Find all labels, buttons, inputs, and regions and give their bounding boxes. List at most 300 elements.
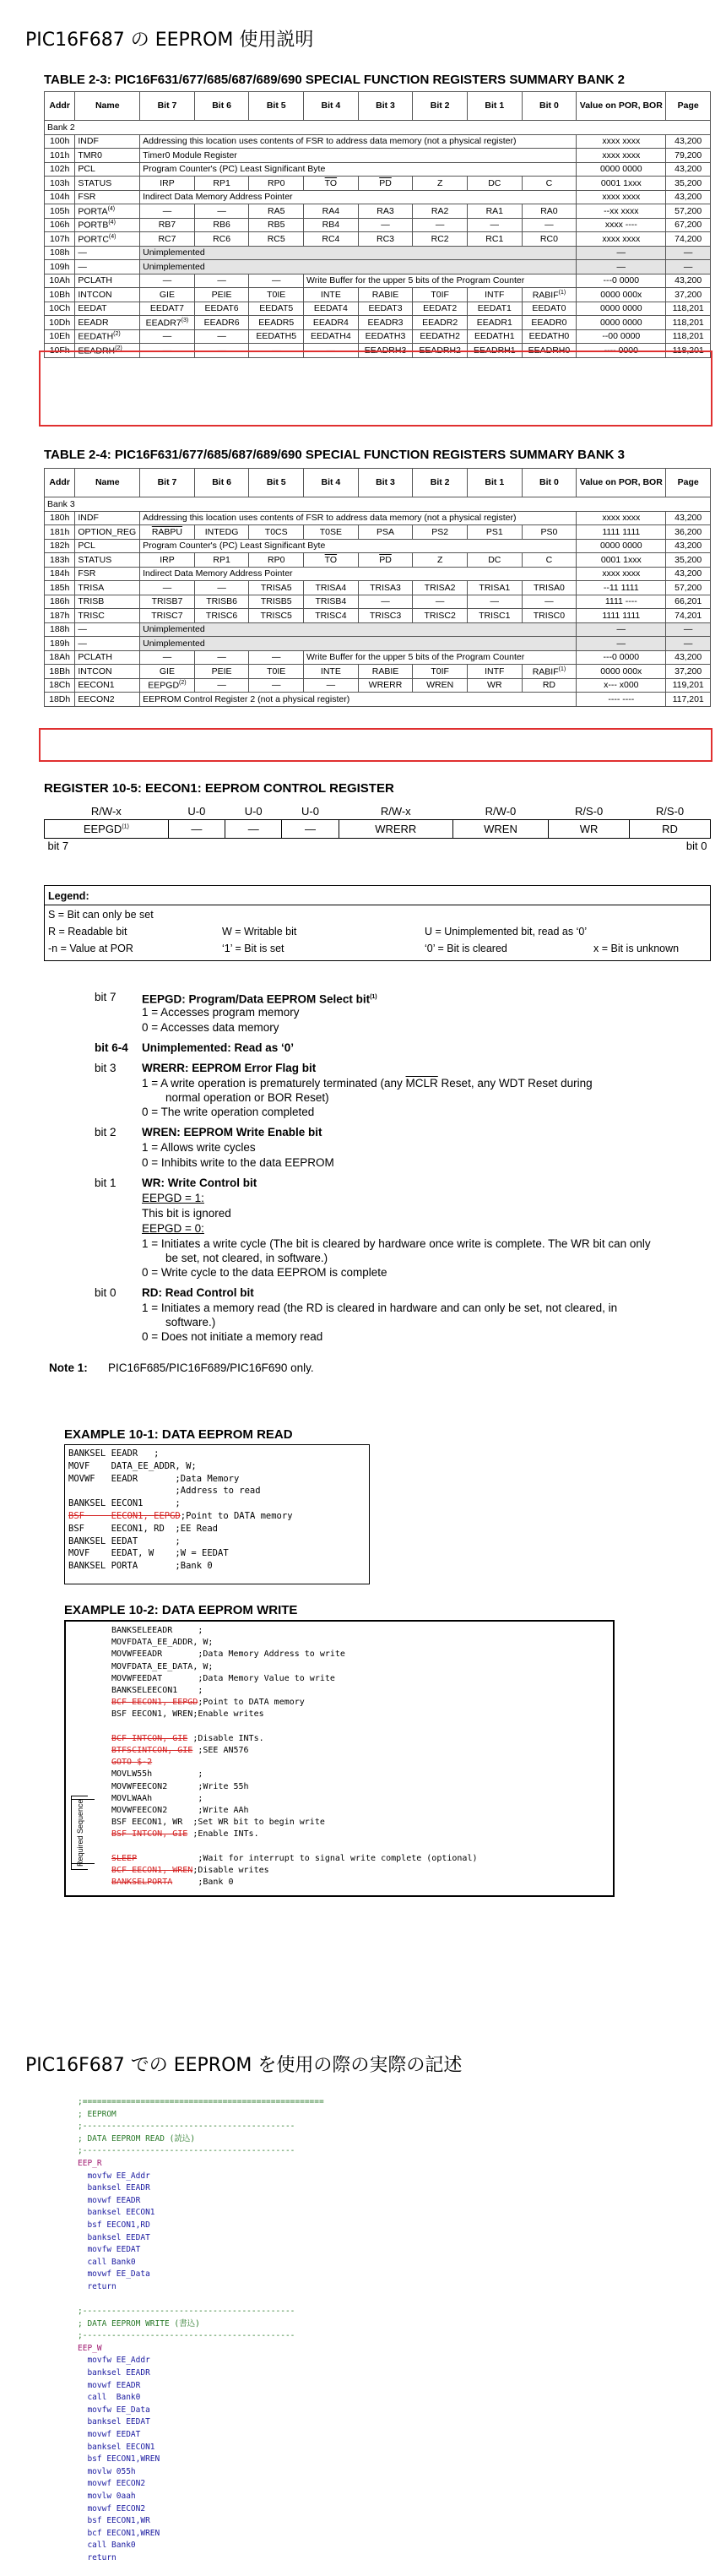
table-cell: — [304, 344, 359, 358]
table-cell: PS1 [467, 525, 522, 540]
table-cell: DC [467, 177, 522, 191]
table-cell: 100h [45, 134, 75, 149]
table-cell: Bit 5 [249, 92, 304, 121]
bit-name: WRERR [339, 819, 452, 838]
table-cell: — [75, 622, 140, 637]
assembly-listing: ;================================================== ; EEPROM ;-------------------------------------------- ; DATA EEPROM READ (読込) ;-------------------------------------------- EEP_R movfw EE_Addr banksel EEADR movwf EEADR banksel EECON1 bsf EECON1,RD banksel EEDAT movfw EEDAT call Bank0 movwf EE_Data return ;-------------------------------------------- ; DATA EEPROM WRITE (書込) ;-------------------------------------------- EEP_W movfw EE_Addr banksel EEADR movwf EEADR call Bank0 movfw EE_Data banksel EEDAT movwf EEDAT banksel EECON1 bsf EECON1,WREN movlw 055h movwf EECON2 movlw 0aah movwf EECON2 bsf EECON1,WR bcf EECON1,WREN call Bank0 return [78, 2097, 324, 2562]
table-cell: TRISC3 [358, 609, 413, 623]
table-cell: Bit 7 [140, 92, 195, 121]
table-cell: $\overline{PD}$ [358, 553, 413, 568]
table-cell: 1111 1111 [577, 609, 666, 623]
table-row [45, 149, 711, 163]
table-cell: RC4 [304, 232, 359, 247]
table24-caption: TABLE 2-4: PIC16F631/677/685/687/689/690 SPECIAL FUNCTION REGISTERS SUMMARY BANK 3 [44, 448, 626, 462]
table-cell: EEADRH0 [522, 344, 577, 358]
table-cell: PS0 [522, 525, 577, 540]
table-cell: 36,200 [666, 525, 711, 540]
table-cell: RABIF$^{(1)}$ [522, 288, 577, 302]
table-cell: TRISC [75, 609, 140, 623]
table-cell: EEDATH4 [304, 329, 359, 344]
table-cell: EECON2 [75, 693, 140, 707]
bit-label: bit 1 [95, 1177, 116, 1189]
table-cell: — [467, 218, 522, 232]
bit-desc: EEPGD = 0: [142, 1222, 204, 1235]
table-cell: 18Bh [45, 665, 75, 679]
table-cell: EEDAT5 [249, 302, 304, 316]
table-cell: RB4 [304, 218, 359, 232]
table-cell: PORTC$^{(4)}$ [75, 232, 140, 247]
table-cell: Value on POR, BOR [577, 92, 666, 121]
table-cell: Unimplemented [140, 637, 577, 651]
table-cell: Page [666, 469, 711, 497]
table-cell: — [666, 622, 711, 637]
table-cell: EEDATH$^{(2)}$ [75, 329, 140, 344]
table-cell: 103h [45, 177, 75, 191]
bit-access: R/S-0 [574, 805, 604, 818]
table-row [45, 678, 711, 693]
table-cell: RC2 [413, 232, 468, 247]
legend-box [44, 885, 711, 961]
table-cell: TRISA [75, 581, 140, 595]
table-cell: 185h [45, 581, 75, 595]
bit-descriptions [95, 990, 719, 1412]
table-cell: 182h [45, 539, 75, 553]
required-sequence-label: Required Sequence [76, 1799, 84, 1867]
bit-access: R/W-x [380, 805, 411, 818]
table-cell: EEADRH1 [467, 344, 522, 358]
bit-name: WR [549, 819, 630, 838]
bit-desc: software.) [165, 1316, 216, 1329]
table-cell: WR [467, 678, 522, 693]
table-cell: PCLATH [75, 274, 140, 288]
table-cell: TRISC1 [467, 609, 522, 623]
table-cell: Name [75, 92, 140, 121]
table-cell: --11 1111 [577, 581, 666, 595]
table-cell: RA5 [249, 204, 304, 219]
table-cell: TRISC2 [413, 609, 468, 623]
table-cell: Value on POR, BOR [577, 469, 666, 497]
table-cell: Indirect Data Memory Address Pointer [140, 190, 577, 204]
table-cell: RABPU [140, 525, 195, 540]
table-cell: 43,200 [666, 274, 711, 288]
table-cell: Indirect Data Memory Address Pointer [140, 567, 577, 581]
bit-desc: 1 = A write operation is prematurely terminated (any MCLR Reset, any WDT Reset during [142, 1077, 593, 1090]
table-cell: Bit 6 [194, 469, 249, 497]
table-row [45, 567, 711, 581]
bit-access: U-0 [187, 805, 206, 818]
table-cell: — [140, 274, 195, 288]
table-row [45, 581, 711, 595]
table-row [45, 637, 711, 651]
table-cell: 74,200 [666, 232, 711, 247]
table-cell: Bit 3 [358, 92, 413, 121]
bit-desc: EEPGD = 1: [142, 1192, 204, 1204]
table-cell: — [249, 274, 304, 288]
table-cell: — [194, 344, 249, 358]
bit-title: RD: Read Control bit [142, 1286, 254, 1299]
table-cell: — [413, 218, 468, 232]
table-cell: Unimplemented [140, 622, 577, 637]
table-cell: 1111 1111 [577, 525, 666, 540]
table-cell: 118,201 [666, 344, 711, 358]
table-cell: EEDAT [75, 302, 140, 316]
legend-x: x = Bit is unknown [593, 943, 680, 954]
bit-access: R/W-0 [485, 805, 517, 818]
table-cell: 107h [45, 232, 75, 247]
table-cell: T0IE [249, 288, 304, 302]
table-cell: — [194, 204, 249, 219]
table-cell: 43,200 [666, 134, 711, 149]
example1-caption: EXAMPLE 10-1: DATA EEPROM READ [64, 1427, 293, 1442]
table-cell: ---0 0000 [577, 274, 666, 288]
table-cell: — [249, 678, 304, 693]
table-cell: T0IF [413, 665, 468, 679]
table-cell: Bank 3 [45, 497, 711, 512]
table-cell: ---- 0000 [577, 344, 666, 358]
table-cell: DC [467, 553, 522, 568]
table-cell: PS2 [413, 525, 468, 540]
table-cell: T0CS [249, 525, 304, 540]
table-cell: — [140, 581, 195, 595]
table-cell: EEADRH3 [358, 344, 413, 358]
table-cell: 57,200 [666, 204, 711, 219]
bit-title: WRERR: EEPROM Error Flag bit [142, 1062, 317, 1074]
table-cell: TRISA5 [249, 581, 304, 595]
bit-name: — [225, 819, 282, 838]
bit-name: — [282, 819, 339, 838]
legend-s: S = Bit can only be set [48, 909, 154, 921]
table-cell: RABIF$^{(1)}$ [522, 665, 577, 679]
table-row [45, 650, 711, 665]
bit-name: EEPGD$^{(1)}$ [45, 819, 169, 838]
table-cell: Z [413, 553, 468, 568]
table-cell: 67,200 [666, 218, 711, 232]
table-cell: --xx xxxx [577, 204, 666, 219]
table-cell: RABIE [358, 665, 413, 679]
table-cell: EEADR2 [413, 316, 468, 330]
table-row [45, 329, 711, 344]
table-cell: 10Eh [45, 329, 75, 344]
note-label: Note 1: [49, 1361, 88, 1374]
table24 [44, 468, 711, 707]
table-cell: 0000 000x [577, 665, 666, 679]
table-cell: 0001 1xxx [577, 553, 666, 568]
table-cell: — [467, 595, 522, 609]
table-row [45, 232, 711, 247]
table-cell: Bit 2 [413, 469, 468, 497]
table-cell: 101h [45, 149, 75, 163]
table-cell: — [666, 246, 711, 260]
table-cell: — [75, 637, 140, 651]
bit-title: WR: Write Control bit [142, 1177, 257, 1189]
table-cell: TRISB4 [304, 595, 359, 609]
table-cell: RB7 [140, 218, 195, 232]
bit-title: WREN: EEPROM Write Enable bit [142, 1126, 322, 1139]
table-cell: — [140, 650, 195, 665]
table-cell: RA3 [358, 204, 413, 219]
table-cell: RB5 [249, 218, 304, 232]
table-cell: T0IE [249, 665, 304, 679]
table-cell: Addr [45, 469, 75, 497]
table-cell: 79,200 [666, 149, 711, 163]
table-cell: EEADR [75, 316, 140, 330]
table-cell: EEADRH2 [413, 344, 468, 358]
table-cell: 57,200 [666, 581, 711, 595]
table-cell: RC6 [194, 232, 249, 247]
table-cell: — [358, 218, 413, 232]
example1-code: BANKSEL EEADR ; MOVF DATA_EE_ADDR, W; MOVWF EEADR ;Data Memory ;Address to read BANKSEL EECON1 ; BSF EECON1, EEPGD;Point to DATA memory BSF EECON1, RD ;EE Read BANKSEL EEDAT ; MOVF EEDAT, W ;W = EEDAT BANKSEL PORTA ;Bank 0 [64, 1444, 370, 1584]
table-cell: 43,200 [666, 190, 711, 204]
table-cell: — [413, 595, 468, 609]
table-cell: TRISC4 [304, 609, 359, 623]
table-cell: RC7 [140, 232, 195, 247]
table-cell: GIE [140, 665, 195, 679]
table-cell: Z [413, 177, 468, 191]
table-cell: TRISC6 [194, 609, 249, 623]
table-cell: — [75, 246, 140, 260]
table-cell: GIE [140, 288, 195, 302]
table-cell: — [577, 622, 666, 637]
table-cell: Timer0 Module Register [140, 149, 577, 163]
bit-access: U-0 [244, 805, 263, 818]
table-cell: — [194, 329, 249, 344]
table-cell: PCL [75, 539, 140, 553]
table-cell: INTEDG [194, 525, 249, 540]
table-cell: Addressing this location uses contents of FSR to address data memory (not a physical register) [140, 134, 577, 149]
table-cell: — [666, 260, 711, 274]
table-cell: 66,201 [666, 595, 711, 609]
example2-code: BANKSELEEADR ; MOVFDATA_EE_ADDR, W; MOVWFEEADR ;Data Memory Address to write MOVFDATA_EE_DATA, W; MOVWFEEDAT ;Data Memory Value to write BANKSELEECON1 ; BCF EECON1, EEPGD;Point to DATA memory BSF EECON1, WREN;Enable writes BCF INTCON, GIE ;Disable INTs. BTFSCINTCON, GIE ;SEE AN576 GOTO $-2 MOVLW55h ; MOVWFEECON2 ;Write 55h MOVLWAAh ; MOVWFEECON2 ;Write AAh BSF EECON1, WR ;Set WR bit to begin write BSF INTCON, GIE ;Enable INTs. SLEEP ;Wait for interrupt to signal write complete (optional) BCF EECON1, WREN;Disable writes BANKSELPORTA ;Bank 0 [111, 1626, 478, 1888]
legend-n: -n = Value at POR [48, 943, 133, 954]
bit-label: bit 7 [95, 991, 116, 1003]
table-cell: 118,201 [666, 316, 711, 330]
highlight-eeprom-registers-bank3 [39, 728, 712, 762]
table-cell: INDF [75, 511, 140, 525]
table-cell: 35,200 [666, 177, 711, 191]
table-cell: xxxx xxxx [577, 232, 666, 247]
table-cell: TRISA1 [467, 581, 522, 595]
legend-w: W = Writable bit [222, 926, 297, 937]
table-row [45, 302, 711, 316]
table-cell: Addr [45, 92, 75, 121]
table-cell: EEDATH3 [358, 329, 413, 344]
table-cell: EEDATH5 [249, 329, 304, 344]
table-cell: — [577, 246, 666, 260]
table-row [45, 539, 711, 553]
bit-access: R/W-x [90, 805, 122, 818]
table-cell: 184h [45, 567, 75, 581]
table-cell: Program Counter's (PC) Least Significant Byte [140, 539, 577, 553]
table-header-row [45, 92, 711, 121]
table-cell: C [522, 177, 577, 191]
table-cell: EEDAT6 [194, 302, 249, 316]
table-cell: IRP [140, 553, 195, 568]
table-cell: INTCON [75, 288, 140, 302]
table-cell: PEIE [194, 288, 249, 302]
table-row [45, 595, 711, 609]
table-cell: RA1 [467, 204, 522, 219]
table-cell: 0000 0000 [577, 539, 666, 553]
table-bank-row [45, 497, 711, 512]
bit-desc: 1 = Initiates a write cycle (The bit is cleared by hardware once write is complete. The WR bit can only [142, 1237, 651, 1250]
table-bank-row [45, 121, 711, 135]
table-cell: Write Buffer for the upper 5 bits of the Program Counter [304, 650, 577, 665]
table-cell: EEADR1 [467, 316, 522, 330]
table-cell: — [140, 204, 195, 219]
table-cell: 43,200 [666, 539, 711, 553]
table-cell: T0SE [304, 525, 359, 540]
table-cell: 118,201 [666, 302, 711, 316]
table-cell: — [249, 344, 304, 358]
table-cell: Page [666, 92, 711, 121]
table-cell: RA2 [413, 204, 468, 219]
table-cell: EEADR6 [194, 316, 249, 330]
table-cell: Bit 1 [467, 92, 522, 121]
actual-usage-title: PIC16F687 での EEPROM を使用の際の実際の記述 [25, 2055, 463, 2076]
table-cell: 189h [45, 637, 75, 651]
table-cell: PCL [75, 162, 140, 177]
table-cell: Bit 2 [413, 92, 468, 121]
table-cell: 117,201 [666, 693, 711, 707]
table23-caption: TABLE 2-3: PIC16F631/677/685/687/689/690 SPECIAL FUNCTION REGISTERS SUMMARY BANK 2 [44, 73, 626, 87]
table23 [44, 91, 711, 358]
legend-u: U = Unimplemented bit, read as ‘0’ [425, 926, 588, 937]
table-row [45, 134, 711, 149]
table-cell: — [358, 595, 413, 609]
table-cell: 43,200 [666, 650, 711, 665]
table-cell: 10Dh [45, 316, 75, 330]
table-cell: OPTION_REG [75, 525, 140, 540]
table-cell: 104h [45, 190, 75, 204]
table-cell: RA4 [304, 204, 359, 219]
table-cell: 105h [45, 204, 75, 219]
table-cell: FSR [75, 190, 140, 204]
table-cell: TRISB7 [140, 595, 195, 609]
bit7-marker: bit 7 [45, 838, 339, 853]
table-row [45, 162, 711, 177]
table-cell: TRISC0 [522, 609, 577, 623]
table-cell: EEADR0 [522, 316, 577, 330]
table-cell: — [194, 650, 249, 665]
table-cell: 186h [45, 595, 75, 609]
table-cell: 0000 000x [577, 288, 666, 302]
bit-name: WREN [452, 819, 548, 838]
table-cell: INTF [467, 288, 522, 302]
table-cell: Bit 0 [522, 92, 577, 121]
table-cell: Bit 3 [358, 469, 413, 497]
table-cell: TMR0 [75, 149, 140, 163]
bit-desc: 0 = Write cycle to the data EEPROM is complete [142, 1266, 387, 1279]
table-cell: — [304, 678, 359, 693]
table-cell: xxxx xxxx [577, 567, 666, 581]
table-cell: Program Counter's (PC) Least Significant Byte [140, 162, 577, 177]
bit-desc: 0 = The write operation completed [142, 1106, 315, 1118]
register-caption: REGISTER 10-5: EECON1: EEPROM CONTROL REGISTER [44, 781, 394, 796]
table-cell: 108h [45, 246, 75, 260]
table-row [45, 177, 711, 191]
table-cell: Bank 2 [45, 121, 711, 135]
table-row [45, 246, 711, 260]
table-cell: 109h [45, 260, 75, 274]
table-cell: RP1 [194, 177, 249, 191]
table-cell: WRERR [358, 678, 413, 693]
table-cell: 119,201 [666, 678, 711, 693]
table-cell: — [194, 274, 249, 288]
table-cell: Name [75, 469, 140, 497]
table-cell: Unimplemented [140, 260, 577, 274]
table-cell: 106h [45, 218, 75, 232]
table-row [45, 511, 711, 525]
table-cell: EEDAT7 [140, 302, 195, 316]
table-cell: 102h [45, 162, 75, 177]
legend-r: R = Readable bit [48, 926, 127, 937]
table-cell: RP0 [249, 553, 304, 568]
table-cell: Bit 0 [522, 469, 577, 497]
table-cell: 37,200 [666, 665, 711, 679]
table-cell: WREN [413, 678, 468, 693]
table-cell: EEDATH0 [522, 329, 577, 344]
bit-desc: 0 = Does not initiate a memory read [142, 1330, 323, 1343]
table-cell: xxxx ---- [577, 218, 666, 232]
table-cell: T0IF [413, 288, 468, 302]
table-cell: PEIE [194, 665, 249, 679]
table-cell: $\overline{PD}$ [358, 177, 413, 191]
table-cell: xxxx xxxx [577, 190, 666, 204]
table-cell: 43,200 [666, 162, 711, 177]
legend-zero: ‘0’ = Bit is cleared [425, 943, 507, 954]
table-cell: INTCON [75, 665, 140, 679]
table-cell: EEDATH1 [467, 329, 522, 344]
table-cell: 35,200 [666, 553, 711, 568]
table-cell: — [666, 637, 711, 651]
page-title: PIC16F687 の EEPROM 使用説明 [25, 30, 314, 51]
bit-access: R/S-0 [655, 805, 685, 818]
table-cell: Bit 7 [140, 469, 195, 497]
table-cell: TRISA3 [358, 581, 413, 595]
table-cell: PORTB$^{(4)}$ [75, 218, 140, 232]
table-cell: EEADR7$^{(3)}$ [140, 316, 195, 330]
table-cell: RC1 [467, 232, 522, 247]
table-cell: 18Dh [45, 693, 75, 707]
table-cell: C [522, 553, 577, 568]
table-cell: — [577, 260, 666, 274]
table-cell: — [522, 595, 577, 609]
table-row [45, 316, 711, 330]
table-row [45, 218, 711, 232]
table-cell: Unimplemented [140, 246, 577, 260]
table-cell: 188h [45, 622, 75, 637]
bit0-marker: bit 0 [339, 838, 710, 853]
table-row [45, 665, 711, 679]
table-cell: IRP [140, 177, 195, 191]
legend-title: Legend: [48, 890, 89, 902]
table-cell: Bit 1 [467, 469, 522, 497]
bit-label: bit 6-4 [95, 1041, 128, 1054]
legend-one: ‘1’ = Bit is set [222, 943, 284, 954]
table-cell: TRISC5 [249, 609, 304, 623]
table-cell: xxxx xxxx [577, 134, 666, 149]
bit-desc: This bit is ignored [142, 1207, 231, 1220]
table-cell: — [140, 329, 195, 344]
table-cell: RC0 [522, 232, 577, 247]
table-cell: TRISC7 [140, 609, 195, 623]
bit-desc: 1 = Allows write cycles [142, 1141, 256, 1154]
table-cell: — [75, 260, 140, 274]
table-row [45, 288, 711, 302]
table-cell: 10Ch [45, 302, 75, 316]
table-cell: TRISB6 [194, 595, 249, 609]
table-cell: 118,201 [666, 329, 711, 344]
